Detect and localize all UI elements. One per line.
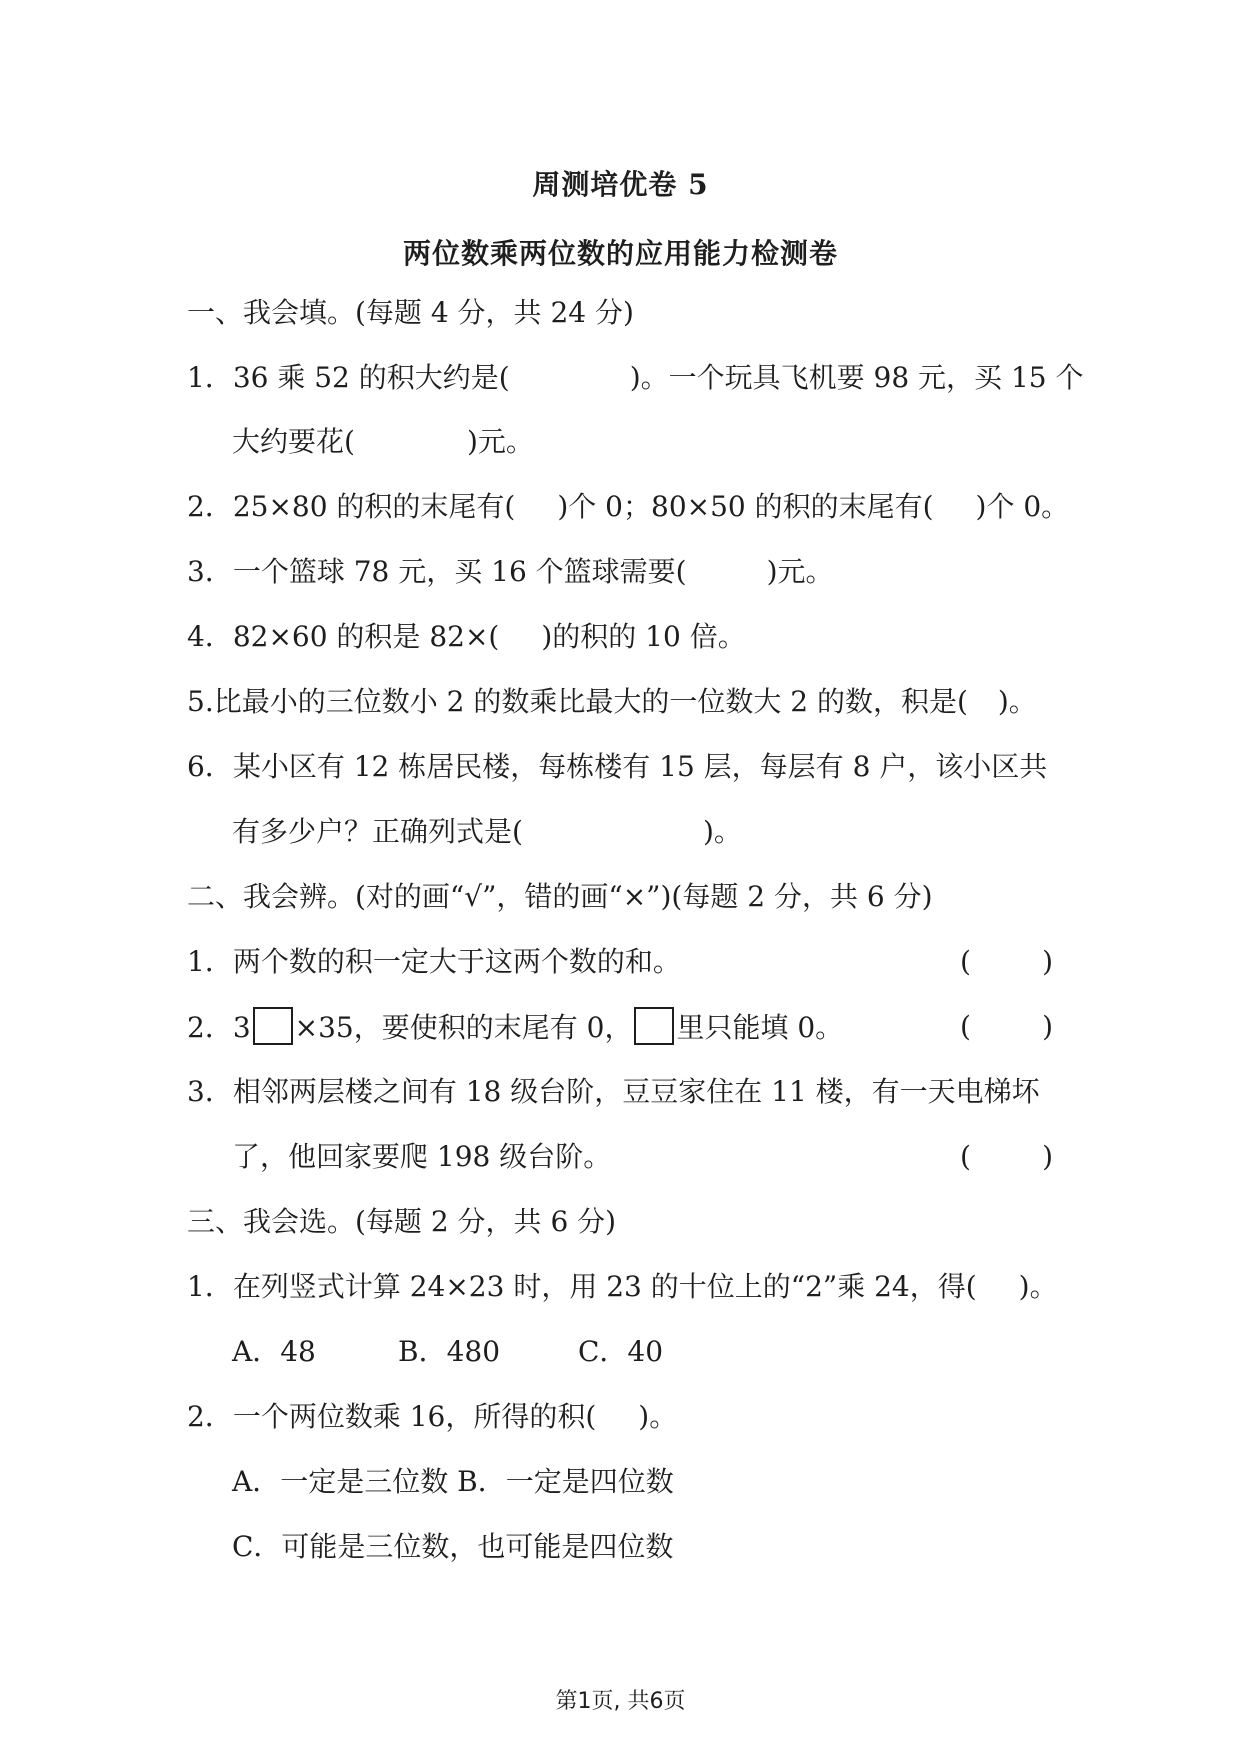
- s1-q6-text-c: )。: [702, 815, 742, 848]
- s1-q5-text-a: 5.比最小的三位数小 2 的数乘比最大的一位数大 2 的数，积是(: [187, 685, 968, 718]
- s2-question-2: [187, 1007, 843, 1048]
- s1-question-6: 6．某小区有 12 栋居民楼，每栋楼有 15 层，每层有 8 户，该小区共: [187, 750, 1048, 783]
- s1-q1-text-b: )。一个玩具飞机要 98 元，买 15 个: [629, 361, 1084, 394]
- s3-q2-text-a: 2．一个两位数乘 16，所得的积(: [187, 1400, 597, 1433]
- s1-q2-text-a: 2．25×80 的积的末尾有(: [187, 490, 516, 523]
- s1-question-2: [187, 487, 1069, 527]
- s1-q4-text-a: 4．82×60 的积是 82×(: [187, 620, 500, 653]
- s3-q1-option-c[interactable]: C．40: [578, 1335, 664, 1368]
- s2-q2-text-b: ×35，要使积的末尾有 0，: [294, 1011, 633, 1044]
- page-subtitle: 两位数乘两位数的应用能力检测卷: [402, 237, 838, 270]
- s3-q1-option-b[interactable]: B．480: [398, 1335, 501, 1368]
- blank-box-2[interactable]: [634, 1007, 674, 1045]
- s1-question-4: [187, 617, 746, 657]
- s1-q4-text-b: )的积的 10 倍。: [541, 620, 746, 653]
- s3-q2-text-b: )。: [638, 1400, 678, 1433]
- s1-question-1-cont: [232, 422, 534, 462]
- s2-q2-answer-paren[interactable]: ( ): [960, 1010, 1054, 1043]
- section3-heading: 三、我会选。(每题 2 分，共 6 分): [187, 1205, 617, 1238]
- s2-question-1: 1．两个数的积一定大于这两个数的和。: [187, 945, 681, 978]
- s1-question-1: [187, 358, 1084, 398]
- page-title: 周测培优卷 5: [532, 168, 709, 201]
- s1-q5-text-b: )。: [997, 685, 1037, 718]
- s1-question-3: [187, 552, 834, 592]
- s1-q2-text-c: )个 0。: [975, 490, 1070, 523]
- s2-q3-answer-paren[interactable]: ( ): [960, 1140, 1054, 1173]
- s1-q6-text-b: 有多少户？正确列式是(: [232, 815, 523, 848]
- page-footer: 第1页, 共6页: [555, 1689, 686, 1714]
- s1-question-5: [187, 682, 1037, 722]
- s3-question-2: [187, 1397, 677, 1437]
- s3-question-1: [187, 1267, 1058, 1307]
- s2-question-3-cont: 了，他回家要爬 198 级台阶。: [232, 1140, 612, 1173]
- blank-box[interactable]: [253, 1007, 293, 1045]
- s2-question-3: 3．相邻两层楼之间有 18 级台阶，豆豆家住在 11 楼，有一天电梯坏: [187, 1075, 1040, 1108]
- s2-q2-text-c: 里只能填 0。: [676, 1011, 844, 1044]
- s2-q1-answer-paren[interactable]: ( ): [960, 945, 1054, 978]
- s3-q1-text-a: 1．在列竖式计算 24×23 时，用 23 的十位上的“2”乘 24，得(: [187, 1270, 977, 1303]
- s1-q1-text-d: )元。: [466, 425, 534, 458]
- s3-q1-text-b: )。: [1018, 1270, 1058, 1303]
- section2-heading: 二、我会辨。(对的画“√”，错的画“×”)(每题 2 分，共 6 分): [187, 880, 933, 913]
- s3-q2-option-c[interactable]: C．可能是三位数，也可能是四位数: [232, 1530, 674, 1563]
- section1-heading: 一、我会填。(每题 4 分，共 24 分): [187, 296, 634, 329]
- s3-q2-option-ab[interactable]: A．一定是三位数 B．一定是四位数: [232, 1465, 674, 1498]
- s1-q3-text-b: )元。: [766, 555, 834, 588]
- s1-q3-text-a: 3．一个篮球 78 元，买 16 个篮球需要(: [187, 555, 687, 588]
- s1-q1-text-c: 大约要花(: [232, 425, 355, 458]
- s3-q1-option-a[interactable]: A．48: [232, 1335, 316, 1368]
- s1-question-6-cont: [232, 812, 742, 852]
- s2-q2-text-a: 2．3: [187, 1011, 251, 1044]
- s1-q1-text-a: 1．36 乘 52 的积大约是(: [187, 361, 510, 394]
- s1-q2-text-b: )个 0；80×50 的积的末尾有(: [557, 490, 934, 523]
